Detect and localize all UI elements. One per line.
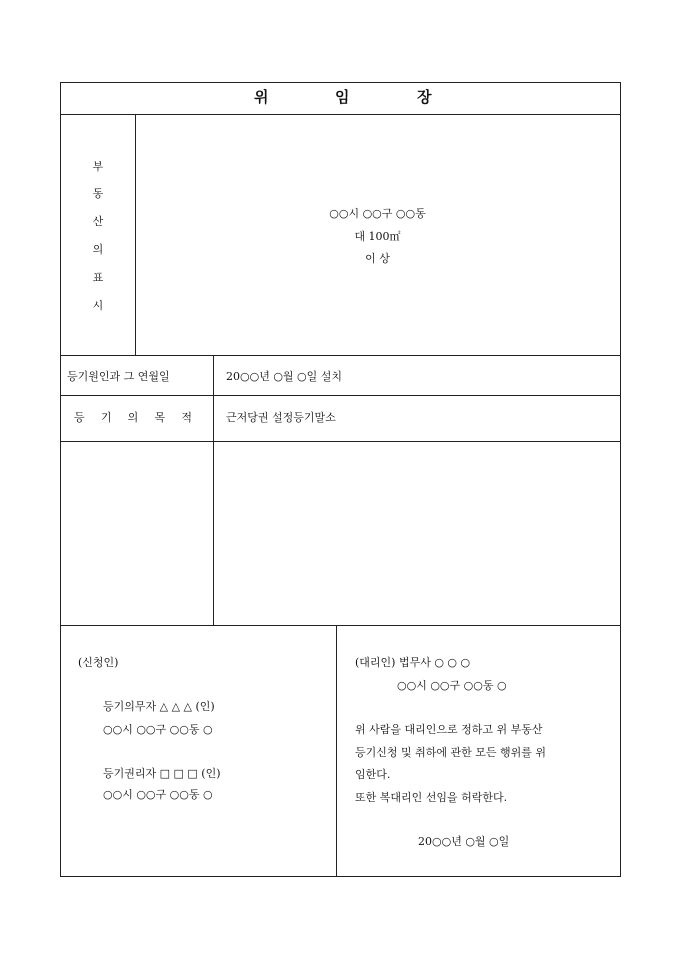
title-char-3: 장: [417, 88, 432, 106]
agent-statement-line: 또한 복대리인 선임을 허락한다.: [355, 791, 508, 804]
divider-blank-row: [61, 625, 620, 626]
divider-bottom-column: [336, 625, 337, 877]
agent-address: ○○시 ○○구 ○○동 ○: [397, 679, 507, 692]
property-land-area: 대 100㎡: [354, 230, 401, 243]
divider-cause: [61, 395, 620, 396]
purpose-label-char: 의: [127, 411, 139, 424]
purpose-label-char: 기: [100, 411, 112, 424]
registration-purpose-label: [74, 412, 192, 423]
property-label-char: 산: [92, 215, 104, 228]
divider-property: [61, 355, 620, 356]
purpose-label-char: 등: [74, 411, 85, 424]
divider-title: [61, 114, 620, 115]
purpose-label-char: 적: [181, 411, 192, 424]
divider-middle-column: [213, 355, 214, 625]
property-label-char: 동: [92, 187, 104, 200]
property-end-mark: 이 상: [365, 252, 390, 265]
power-of-attorney-form: [60, 82, 621, 877]
divider-purpose: [61, 441, 620, 442]
agent-statement-line: 임한다.: [355, 768, 391, 781]
registration-cause-label: 등기원인과 그 연월일: [67, 370, 170, 383]
property-address: ○○시 ○○구 ○○동: [329, 207, 426, 220]
obligor-address: ○○시 ○○구 ○○동 ○: [103, 723, 213, 736]
registration-cause-value: 20○○년 ○월 ○일 설치: [226, 370, 343, 383]
agent-statement-line: 위 사람을 대리인으로 정하고 위 부동산: [355, 723, 543, 736]
applicant-heading: (신청인): [78, 656, 119, 669]
title-char-1: 위: [254, 88, 269, 106]
property-label-char: 부: [92, 160, 104, 173]
agent-date: 20○○년 ○월 ○일: [418, 835, 510, 848]
purpose-label-char: 목: [154, 411, 166, 424]
property-label-char: 의: [92, 243, 104, 256]
property-label-char: 표: [92, 271, 104, 284]
registration-purpose-value: 근저당권 설정등기말소: [226, 411, 336, 424]
right-holder-address: ○○시 ○○구 ○○동 ○: [103, 788, 213, 801]
title-char-2: 임: [335, 88, 350, 106]
obligor-line: 등기의무자 △ △ △ (인): [103, 700, 215, 713]
agent-heading: (대리인) 법무사 ○ ○ ○: [355, 656, 471, 669]
property-label-char: 시: [92, 299, 104, 312]
right-holder-line: 등기권리자 □ □ □ (인): [103, 767, 221, 780]
agent-statement-line: 등기신청 및 취하에 관한 모든 행위를 위: [355, 746, 546, 759]
